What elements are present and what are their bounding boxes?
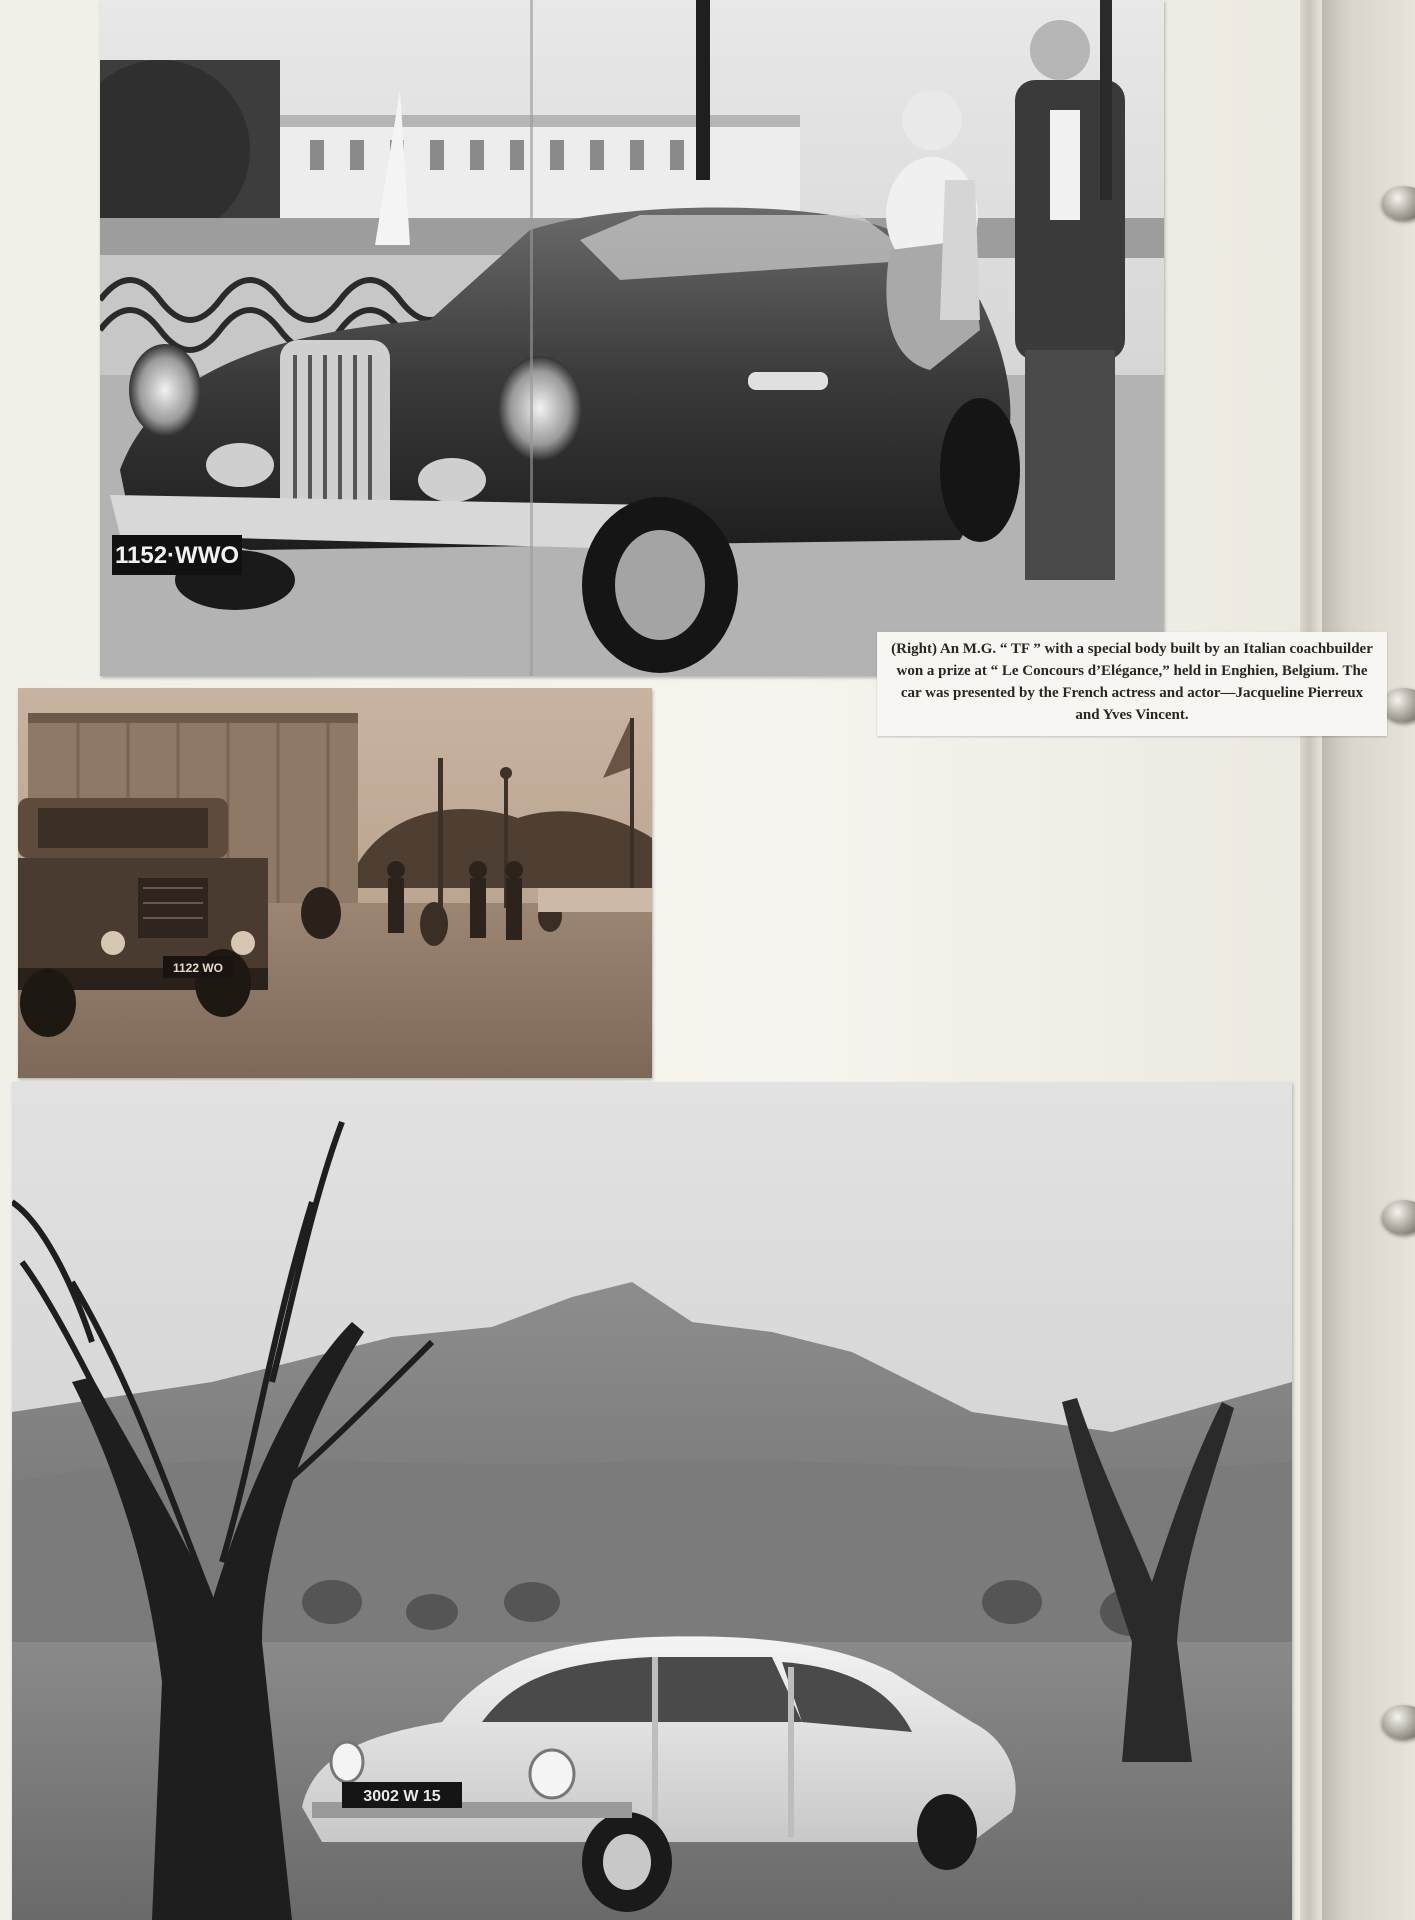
truck-photo — [18, 688, 652, 1078]
mg-tf-photo-image — [100, 0, 1164, 676]
citroen-photo-image — [12, 1082, 1292, 1920]
citroen-license-plate: 3002 W 15 — [363, 1788, 441, 1805]
citroen-photo — [12, 1082, 1292, 1920]
caption-slip — [877, 632, 1387, 736]
binder-background — [1322, 0, 1415, 1920]
mg-tf-photo — [100, 0, 1164, 676]
truck-photo-image — [18, 688, 652, 1078]
mg-license-plate: 1152·WWO — [114, 542, 240, 569]
caption-text: (Right) An M.G. “ TF ” with a special body built by an Italian coachbuilder won a prize at “ Le Concours d’Elégance,” held in Enghien, Belgium. The car was presented by the French actress and actor—Jacqueline Pierreux and Yves Vincent. — [891, 641, 1373, 723]
page-edge — [1300, 0, 1322, 1920]
truck-license-plate: 1122 WO — [172, 961, 224, 975]
